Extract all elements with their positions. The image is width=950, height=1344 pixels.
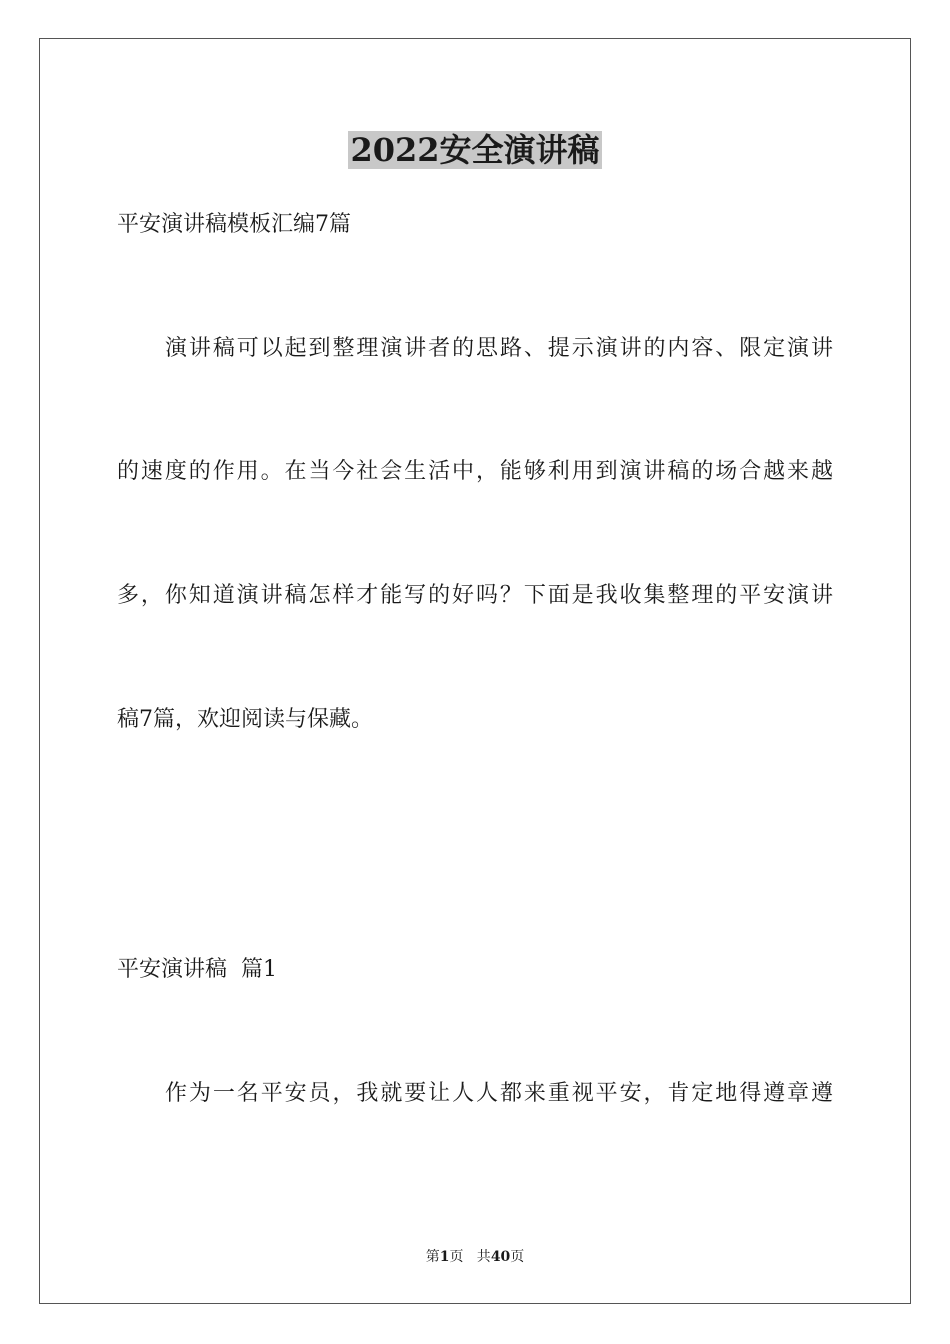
document-title [0, 128, 950, 172]
section-line-1: 作为一名平安员，我就要让人人都来重视平安，肯定地得遵章遵 [165, 1081, 833, 1106]
page-footer [0, 1247, 950, 1267]
intro-line-2: 的速度的作用。在当今社会生活中，能够利用到演讲稿的场合越来越 [117, 459, 833, 484]
footer-total-pages: 40 [490, 1249, 511, 1265]
footer-suffix: 页 [510, 1249, 525, 1265]
document-title-text: 2022安全演讲稿 [350, 131, 600, 169]
footer-prefix: 第 [425, 1249, 440, 1265]
intro-line-3: 多，你知道演讲稿怎样才能写的好吗？下面是我收集整理的平安演讲 [117, 583, 833, 608]
document-subtitle: 平安演讲稿模板汇编7篇 [117, 212, 351, 237]
intro-line-4: 稿7篇，欢迎阅读与保藏。 [117, 707, 373, 732]
footer-mid: 页 共 [449, 1249, 491, 1265]
section-heading: 平安演讲稿 篇1 [117, 957, 277, 982]
footer-current-page: 1 [439, 1249, 450, 1265]
intro-line-1: 演讲稿可以起到整理演讲者的思路、提示演讲的内容、限定演讲 [165, 336, 833, 361]
